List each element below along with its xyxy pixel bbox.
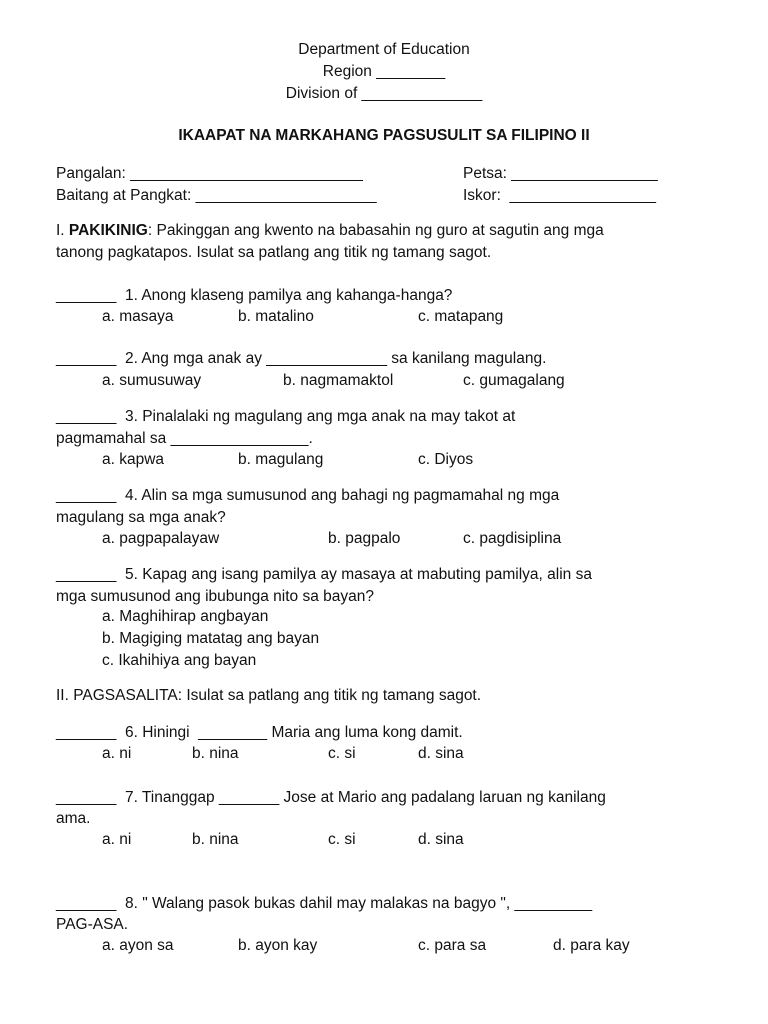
question-5: _______ 5. Kapag ang isang pamilya ay masaya at mabuting pamilya, alin sa [56,566,592,583]
q2-choice-c: c. gumagalang [463,372,565,389]
q1-choice-a: a. masaya [102,308,174,325]
section1-prefix: I. [56,222,69,239]
score-field: Iskor: _________________ [463,187,657,204]
q5-choice-c: c. Ikahihiya ang bayan [102,652,257,669]
question-8: _______ 8. " Walang pasok bukas dahil may malakas na bagyo ", _________ [56,895,593,912]
section1-instruction-cont: tanong pagkatapos. Isulat sa patlang ang titik ng tamang sagot. [56,244,492,261]
question-7-cont: ama. [56,810,91,827]
q1-choice-b: b. matalino [238,308,314,325]
q8-choice-b: b. ayon kay [238,937,318,954]
q4-choice-b: b. pagpalo [328,530,401,547]
question-5-cont: mga sumusunod ang ibubunga nito sa bayan? [56,588,374,605]
section1-instruction-text: : Pakinggan ang kwento na babasahin ng guro at sagutin ang mga [147,222,604,239]
q3-choice-a: a. kapwa [102,451,165,468]
q6-choice-d: d. sina [418,745,464,762]
region-line: Region ________ [322,63,446,80]
name-field: Pangalan: ___________________________ [56,165,363,182]
q6-choice-b: b. nina [192,745,239,762]
q7-choice-a: a. ni [102,831,132,848]
question-3: _______ 3. Pinalalaki ng magulang ang mga anak na may takot at [56,408,516,425]
q7-choice-d: d. sina [418,831,464,848]
q4-choice-a: a. pagpapalayaw [102,530,220,547]
section2-instruction: II. PAGSASALITA: Isulat sa patlang ang titik ng tamang sagot. [56,687,482,704]
question-7: _______ 7. Tinanggap _______ Jose at Mario ang padalang laruan ng kanilang [56,789,606,806]
question-8-cont: PAG-ASA. [56,916,129,933]
section1-title: PAKIKINIG [68,222,148,239]
q3-choice-c: c. Diyos [418,451,474,468]
department-heading: Department of Education [298,41,470,58]
q8-choice-c: c. para sa [418,937,487,954]
division-line: Division of ______________ [285,85,483,102]
q8-choice-d: d. para kay [553,937,630,954]
q7-choice-b: b. nina [192,831,239,848]
q4-choice-c: c. pagdisiplina [463,530,562,547]
question-4-cont: magulang sa mga anak? [56,509,226,526]
q5-choice-a: a. Maghihirap angbayan [102,608,269,625]
exam-title: IKAAPAT NA MARKAHANG PAGSUSULIT SA FILIPINO II [178,127,590,144]
question-1: _______ 1. Anong klaseng pamilya ang kahanga-hanga? [56,287,453,304]
section1-instruction [56,220,604,242]
q6-choice-a: a. ni [102,745,132,762]
grade-section-field: Baitang at Pangkat: _____________________ [56,187,377,204]
q2-choice-b: b. nagmamaktol [283,372,394,389]
q2-choice-a: a. sumusuway [102,372,202,389]
q1-choice-c: c. matapang [418,308,504,325]
q6-choice-c: c. si [328,745,356,762]
question-2: _______ 2. Ang mga anak ay ______________ sa kanilang magulang. [56,350,547,367]
q3-choice-b: b. magulang [238,451,324,468]
q5-choice-b: b. Magiging matatag ang bayan [102,630,320,647]
question-3-cont: pagmamahal sa ________________. [56,430,313,447]
q8-choice-a: a. ayon sa [102,937,174,954]
date-field: Petsa: _________________ [463,165,658,182]
q7-choice-c: c. si [328,831,356,848]
question-6: _______ 6. Hiningi ________ Maria ang luma kong damit. [56,724,463,741]
question-4: _______ 4. Alin sa mga sumusunod ang bahagi ng pagmamahal ng mga [56,487,560,504]
